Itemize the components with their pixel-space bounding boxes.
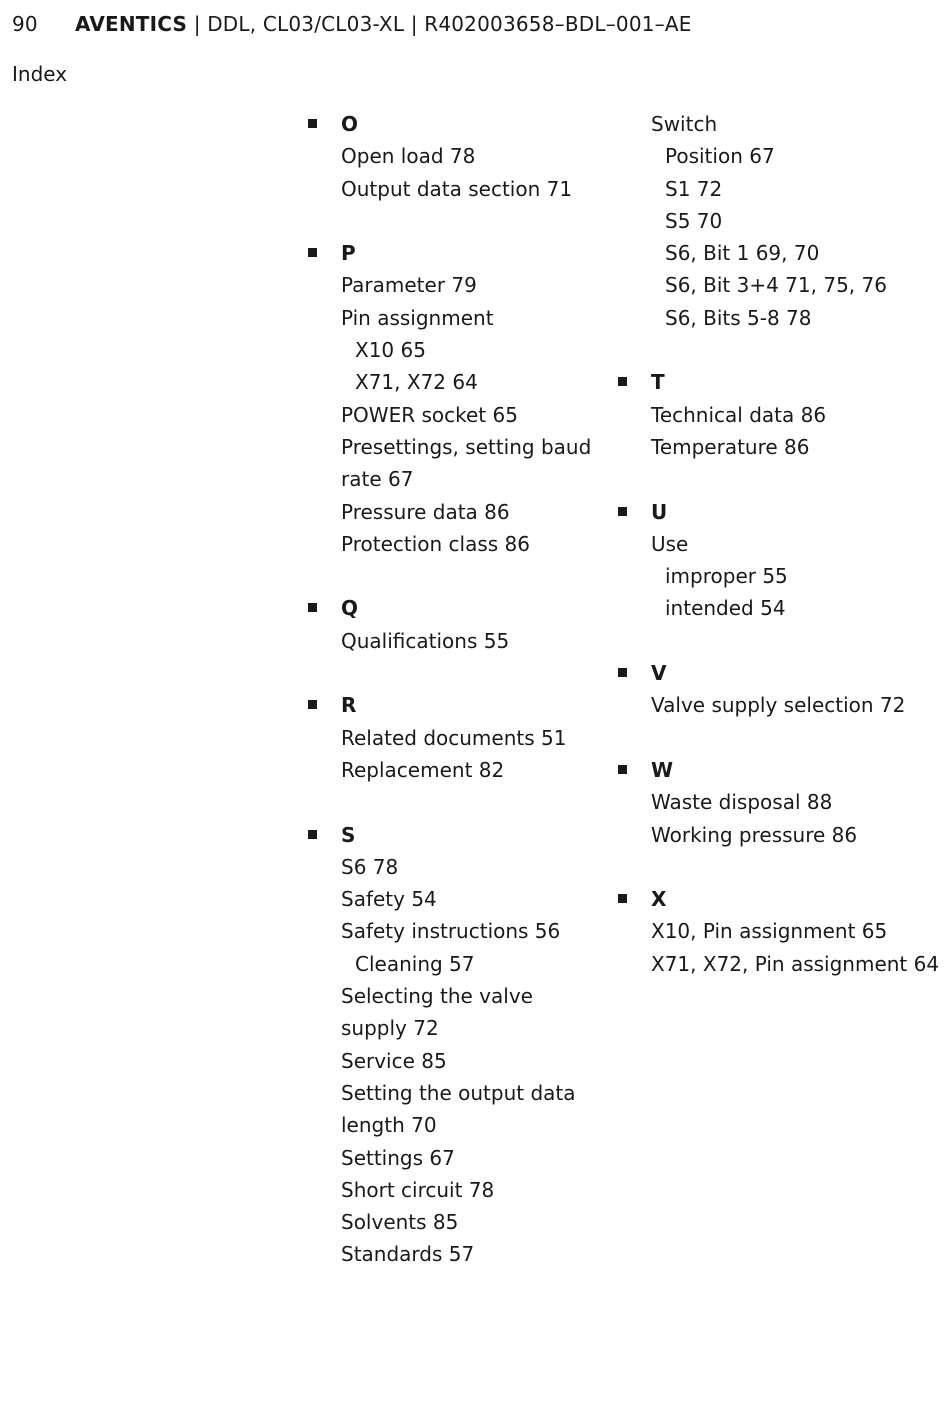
index-letter: W	[651, 757, 674, 782]
square-bullet-icon	[618, 668, 627, 677]
index-letter-heading	[341, 108, 596, 140]
index-entry: Output data section 71	[341, 176, 573, 201]
index-entry: Settings 67	[341, 1145, 455, 1170]
index-letter: Q	[341, 596, 359, 621]
index-letter-heading	[651, 754, 941, 786]
index-entry: Use	[651, 531, 689, 556]
index-letter: S	[341, 822, 356, 847]
index-letter-heading	[341, 689, 596, 721]
index-entry: Replacement 82	[341, 757, 505, 782]
index-entry: Open load 78	[341, 144, 476, 169]
index-entry: Protection class 86	[341, 531, 530, 556]
index-entry: Related documents 51	[341, 725, 567, 750]
square-bullet-icon	[618, 765, 627, 774]
index-letter-heading	[651, 883, 941, 915]
index-group	[651, 754, 941, 851]
index-letter-heading	[651, 657, 941, 689]
index-group	[341, 108, 596, 205]
page-header	[12, 12, 692, 36]
index-entry: Qualifications 55	[341, 628, 510, 653]
index-entry: Safety 54	[341, 887, 437, 912]
index-entry: Parameter 79	[341, 273, 477, 298]
index-letter-heading	[341, 819, 596, 851]
page-number: 90	[12, 12, 38, 36]
index-entry: Service 85	[341, 1048, 447, 1073]
square-bullet-icon	[308, 248, 317, 257]
section-title: Index	[12, 62, 68, 86]
index-entry: X71, X72, Pin assignment 64	[651, 951, 940, 976]
index-entry: Pin assignment	[341, 305, 494, 330]
index-entry: POWER socket 65	[341, 402, 518, 427]
index-column-left	[341, 108, 596, 1303]
square-bullet-icon	[618, 377, 627, 386]
index-entry: Presettings, setting baud rate 67	[341, 434, 592, 492]
index-subentry: Cleaning 57	[355, 951, 475, 976]
index-column-right	[651, 108, 941, 1012]
index-group	[341, 689, 596, 786]
square-bullet-icon	[618, 507, 627, 516]
index-group	[341, 592, 596, 657]
index-entry: S6 78	[341, 854, 399, 879]
index-letter: O	[341, 112, 359, 136]
index-entry: Waste disposal 88	[651, 790, 833, 815]
index-entry: Selecting the valve supply 72	[341, 984, 533, 1041]
index-entry: Valve supply selection 72	[651, 693, 906, 718]
index-group	[341, 237, 596, 560]
index-letter: P	[341, 241, 356, 266]
index-entry: Standards 57	[341, 1242, 475, 1267]
index-subentry: S6, Bit 1 69, 70	[665, 241, 820, 266]
index-entry: Short circuit 78	[341, 1177, 495, 1202]
index-subentry: X71, X72 64	[355, 370, 478, 395]
index-subentry: S1 72	[665, 176, 723, 201]
index-subentry: Position 67	[665, 144, 775, 169]
square-bullet-icon	[308, 700, 317, 709]
index-letter: V	[651, 661, 667, 686]
index-entry: Working pressure 86	[651, 822, 858, 847]
index-group	[651, 657, 941, 722]
index-subentry: S6, Bit 3+4 71, 75, 76	[665, 273, 887, 298]
index-letter: T	[651, 370, 665, 395]
index-group	[651, 366, 941, 463]
square-bullet-icon	[308, 119, 317, 128]
index-group	[651, 496, 941, 625]
index-letter-heading	[651, 366, 941, 398]
square-bullet-icon	[308, 830, 317, 839]
brand-name: AVENTICS	[75, 12, 188, 36]
index-entry: Solvents 85	[341, 1210, 459, 1235]
index-entry: Pressure data 86	[341, 499, 510, 524]
index-entry: Switch	[651, 112, 718, 136]
index-group	[341, 819, 596, 1271]
index-subentry: X10 65	[355, 338, 426, 363]
index-letter: R	[341, 693, 357, 718]
index-entry: Setting the output data length 70	[341, 1080, 576, 1138]
index-subentry: S6, Bits 5-8 78	[665, 305, 812, 330]
index-entry: Safety instructions 56	[341, 919, 561, 944]
index-group	[651, 108, 941, 334]
index-letter-heading	[341, 592, 596, 624]
index-entry: Technical data 86	[651, 402, 827, 427]
square-bullet-icon	[618, 894, 627, 903]
index-letter-heading	[651, 496, 941, 528]
document-info: | DDL, CL03/CL03-XL | R402003658–BDL–001–AE	[187, 12, 692, 36]
index-subentry: improper 55	[665, 564, 788, 589]
index-subentry: S5 70	[665, 208, 723, 233]
square-bullet-icon	[308, 603, 317, 612]
index-letter: U	[651, 499, 668, 524]
index-subentry: intended 54	[665, 596, 786, 621]
index-entry: Temperature 86	[651, 434, 810, 459]
index-entry: X10, Pin assignment 65	[651, 919, 888, 944]
index-letter-heading	[341, 237, 596, 269]
index-group	[651, 883, 941, 980]
index-letter: X	[651, 887, 667, 912]
